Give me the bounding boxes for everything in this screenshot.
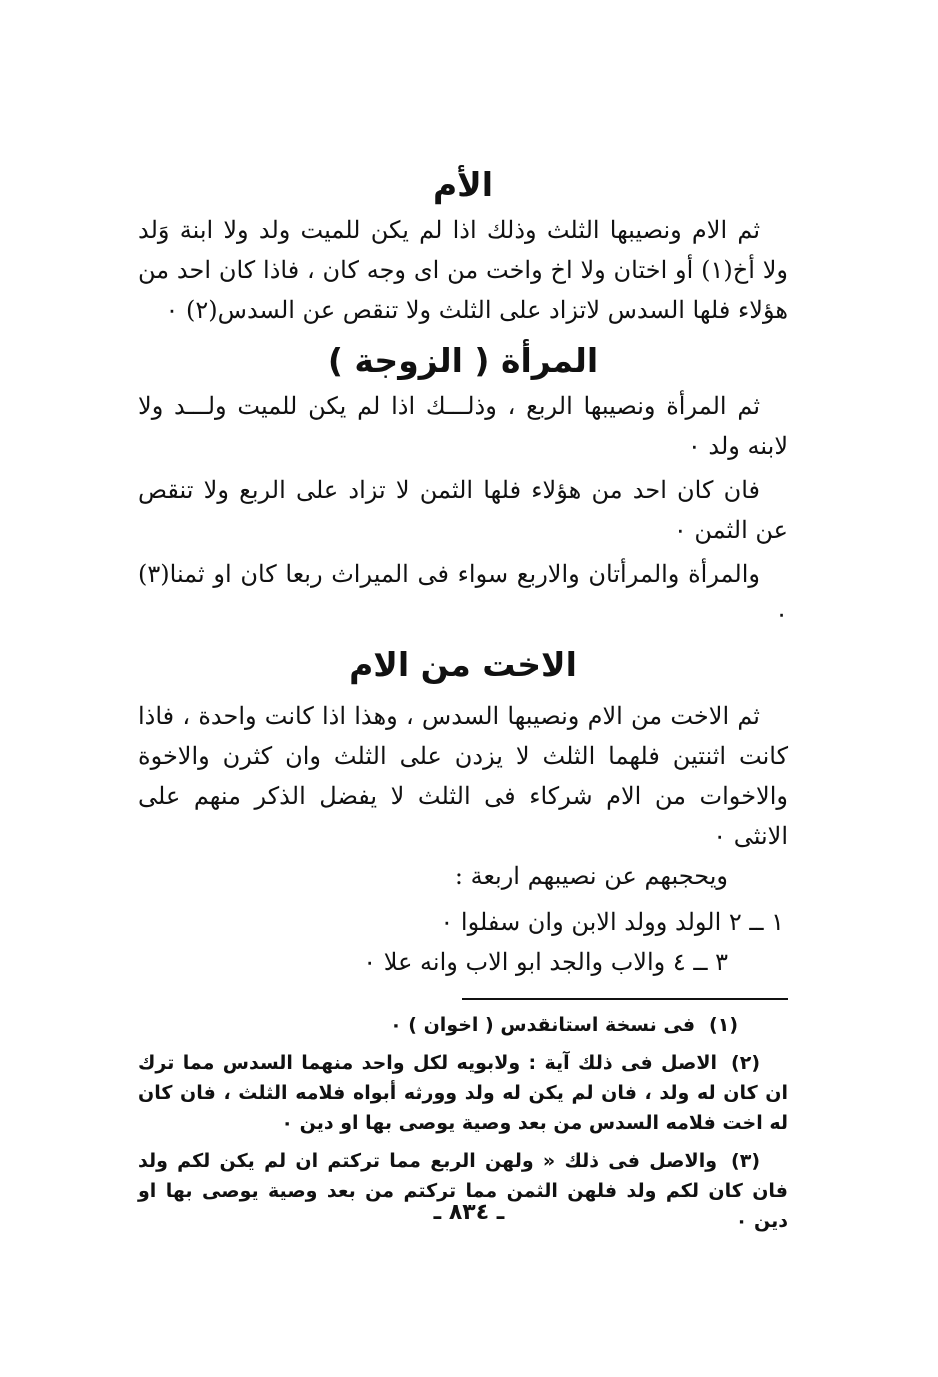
paragraph-wife-3: والمرأة والمرأتان والاربع سواء فى الميراث ربعا كان او ثمنا(٣) ٠ [138, 560, 788, 628]
footnote-number: (٣) [731, 1150, 760, 1172]
footnote-text: فى نسخة استانقدس ( اخوان ) ٠ [390, 1014, 696, 1036]
section-heading-maternal-sister: الاخت من الام [349, 645, 577, 684]
footnote-number: (١) [709, 1014, 738, 1036]
footnote-separator [462, 998, 788, 1000]
paragraph-wife-2: فان كان احد من هؤلاء فلها الثمن لا تزاد على الربع ولا تنقص عن الثمن ٠ [138, 476, 788, 544]
document-page [138, 160, 788, 1244]
section-heading-wife: المرأة ( الزوجة ) [327, 341, 599, 380]
paragraph-mother: ثم الام ونصيبها الثلث وذلك اذا لم يكن للميت ولد ولا ابنة وَلد ولا أخ(١) أو اختان ولا اخ واخت من اى وجه كان ، فاذا كان احد من هؤلاء فلها السدس لاتزاد على الثلث ولا تنقص عن السدس(٢) ٠ [138, 216, 789, 324]
list-item: ١ ــ ٢ الولد وولد الابن وان سفلوا ٠ [440, 908, 784, 936]
paragraph-wife-1: ثم المرأة ونصيبها الربع ، وذلـــك اذا لم يكن للميت ولـــد ولا لابنه ولد ٠ [138, 392, 788, 460]
footnote-2 [138, 1048, 788, 1138]
paragraph-maternal-sister-2: ويحجبهم عن نصيبهم اربعة : [454, 862, 728, 890]
footnote-text: والاصل فى ذلك « ولهن الربع مما تركتم ان لم يكن لكم ولد فان كان لكم ولد فلهن الثمن مما تركتم من بعد وصية يوصى بها او دين ٠ [138, 1150, 788, 1232]
list-item: ٣ ــ ٤ والاب والجد ابو الاب وانه علا ٠ [363, 948, 728, 976]
section-heading-mother: الأم [432, 165, 494, 204]
page-number: ـ ٨٣٤ ـ [433, 1200, 505, 1225]
footnote-1 [138, 1010, 788, 1040]
footnote-text: الاصل فى ذلك آية : ولابويه لكل واحد منهما السدس مما ترك ان كان له ولد ، فان لم يكن له ولد وورثه أبواه فلامه الثلث ، فان كان له اخت فلامه السدس من بعد وصية يوصى بها او دين ٠ [138, 1052, 788, 1134]
footnote-number: (٢) [731, 1052, 760, 1074]
paragraph-maternal-sister-1: ثم الاخت من الام ونصيبها السدس ، وهذا اذا كانت واحدة ، فاذا كانت اثنتين فلهما الثلث لا يزدن على الثلث وان كثرن والاخوة والاخوات من الام شركاء فى الثلث لا يفضل الذكر منهم على الانثى ٠ [138, 702, 788, 850]
